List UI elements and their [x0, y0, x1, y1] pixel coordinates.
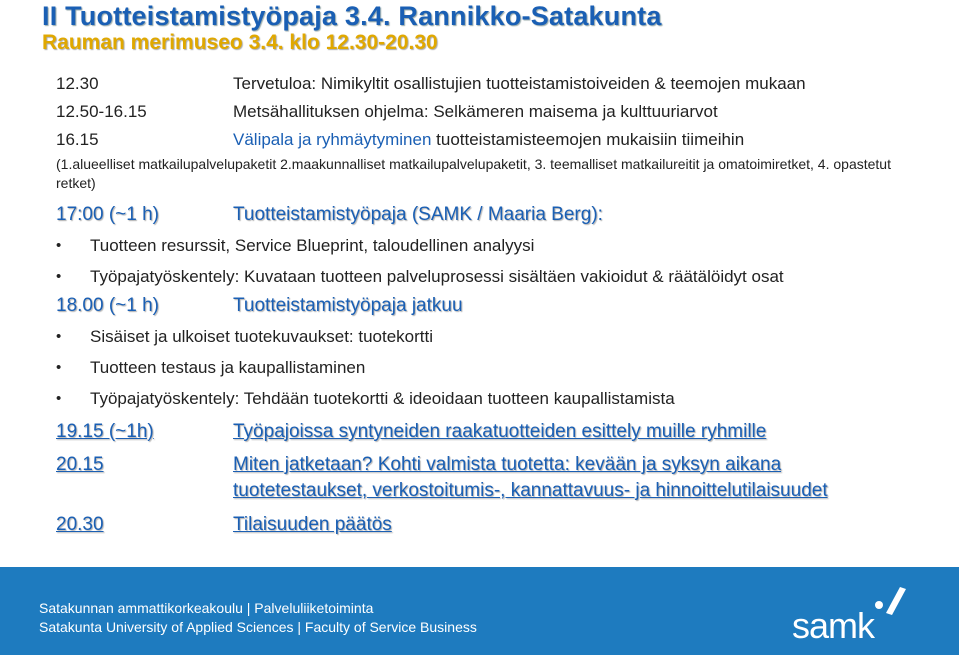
theme-note: (1.alueelliset matkailupalvelupaketit 2.maakunnalliset matkailupalvelupaketit, 3. teemalliset matkailureitit ja omatoimiretket, 4. opastetut retket)	[56, 156, 891, 191]
list-item: • Tuotteen resurssit, Service Blueprint, taloudellinen analyysi	[56, 231, 936, 260]
schedule-text: tuotteistamisteemojen mukaisiin tiimeihin	[431, 130, 745, 149]
closing-row	[56, 512, 936, 538]
schedule-time: 16.15	[56, 130, 99, 149]
list-item: • Työpajatyöskentely: Kuvataan tuotteen palveluprosessi sisältäen vakioidut & räätälöidyt osat	[56, 262, 936, 291]
schedule-time: 12.30	[56, 74, 99, 93]
session-title: Tuotteistamistyöpaja (SAMK / Maaria Berg):	[233, 204, 603, 225]
samk-logo-mark-icon	[872, 583, 912, 623]
session-time: 17:00 (~1 h)	[56, 204, 159, 225]
closing-text: Työpajoissa syntyneiden raakatuotteiden esittely muille ryhmille	[233, 421, 767, 442]
schedule-text: Tervetuloa: Nimikyltit osallistujien tuotteistamistoiveiden & teemojen mukaan	[233, 74, 806, 93]
schedule-row	[56, 98, 936, 126]
session-heading	[56, 292, 936, 320]
closing-text: Miten jatketaan? Kohti valmista tuotetta: kevään ja syksyn aikana tuotetestaukset, verkostoitumis-, kannattavuus- ja hinnoittelutilaisuudet	[233, 454, 828, 501]
schedule-highlight: Välipala ja ryhmäytyminen	[233, 130, 432, 149]
page-subtitle: Rauman merimuseo 3.4. klo 12.30-20.30	[42, 31, 438, 54]
closing-time: 20.15	[56, 454, 104, 475]
agenda	[56, 70, 936, 538]
schedule-text: Metsähallituksen ohjelma: Selkämeren maisema ja kulttuuriarvot	[233, 102, 718, 121]
closing-time: 19.15 (~1h)	[56, 421, 154, 442]
schedule-row	[56, 70, 936, 98]
closing-row	[56, 452, 936, 504]
footer-bar	[0, 567, 959, 655]
closing-time: 20.30	[56, 514, 104, 535]
samk-logo-text: samk	[792, 605, 875, 646]
footer-line-fi: Satakunnan ammattikorkeakoulu | Palveluliiketoiminta	[39, 600, 374, 616]
footer-line-en: Satakunta University of Applied Sciences | Faculty of Service Business	[39, 619, 477, 635]
page-title: II Tuotteistamistyöpaja 3.4. Rannikko-Satakunta	[42, 1, 662, 31]
list-item: • Sisäiset ja ulkoiset tuotekuvaukset: tuotekortti	[56, 322, 936, 351]
list-item: • Tuotteen testaus ja kaupallistaminen	[56, 353, 936, 382]
closing-row	[56, 419, 936, 445]
schedule-row	[56, 126, 936, 154]
list-item: • Työpajatyöskentely: Tehdään tuotekortti & ideoidaan tuotteen kaupallistamista	[56, 384, 936, 413]
session-time: 18.00 (~1 h)	[56, 295, 159, 316]
session-heading	[56, 201, 936, 229]
session-title: Tuotteistamistyöpaja jatkuu	[233, 295, 463, 316]
schedule-time: 12.50-16.15	[56, 102, 147, 121]
closing-text: Tilaisuuden päätös	[233, 514, 392, 535]
